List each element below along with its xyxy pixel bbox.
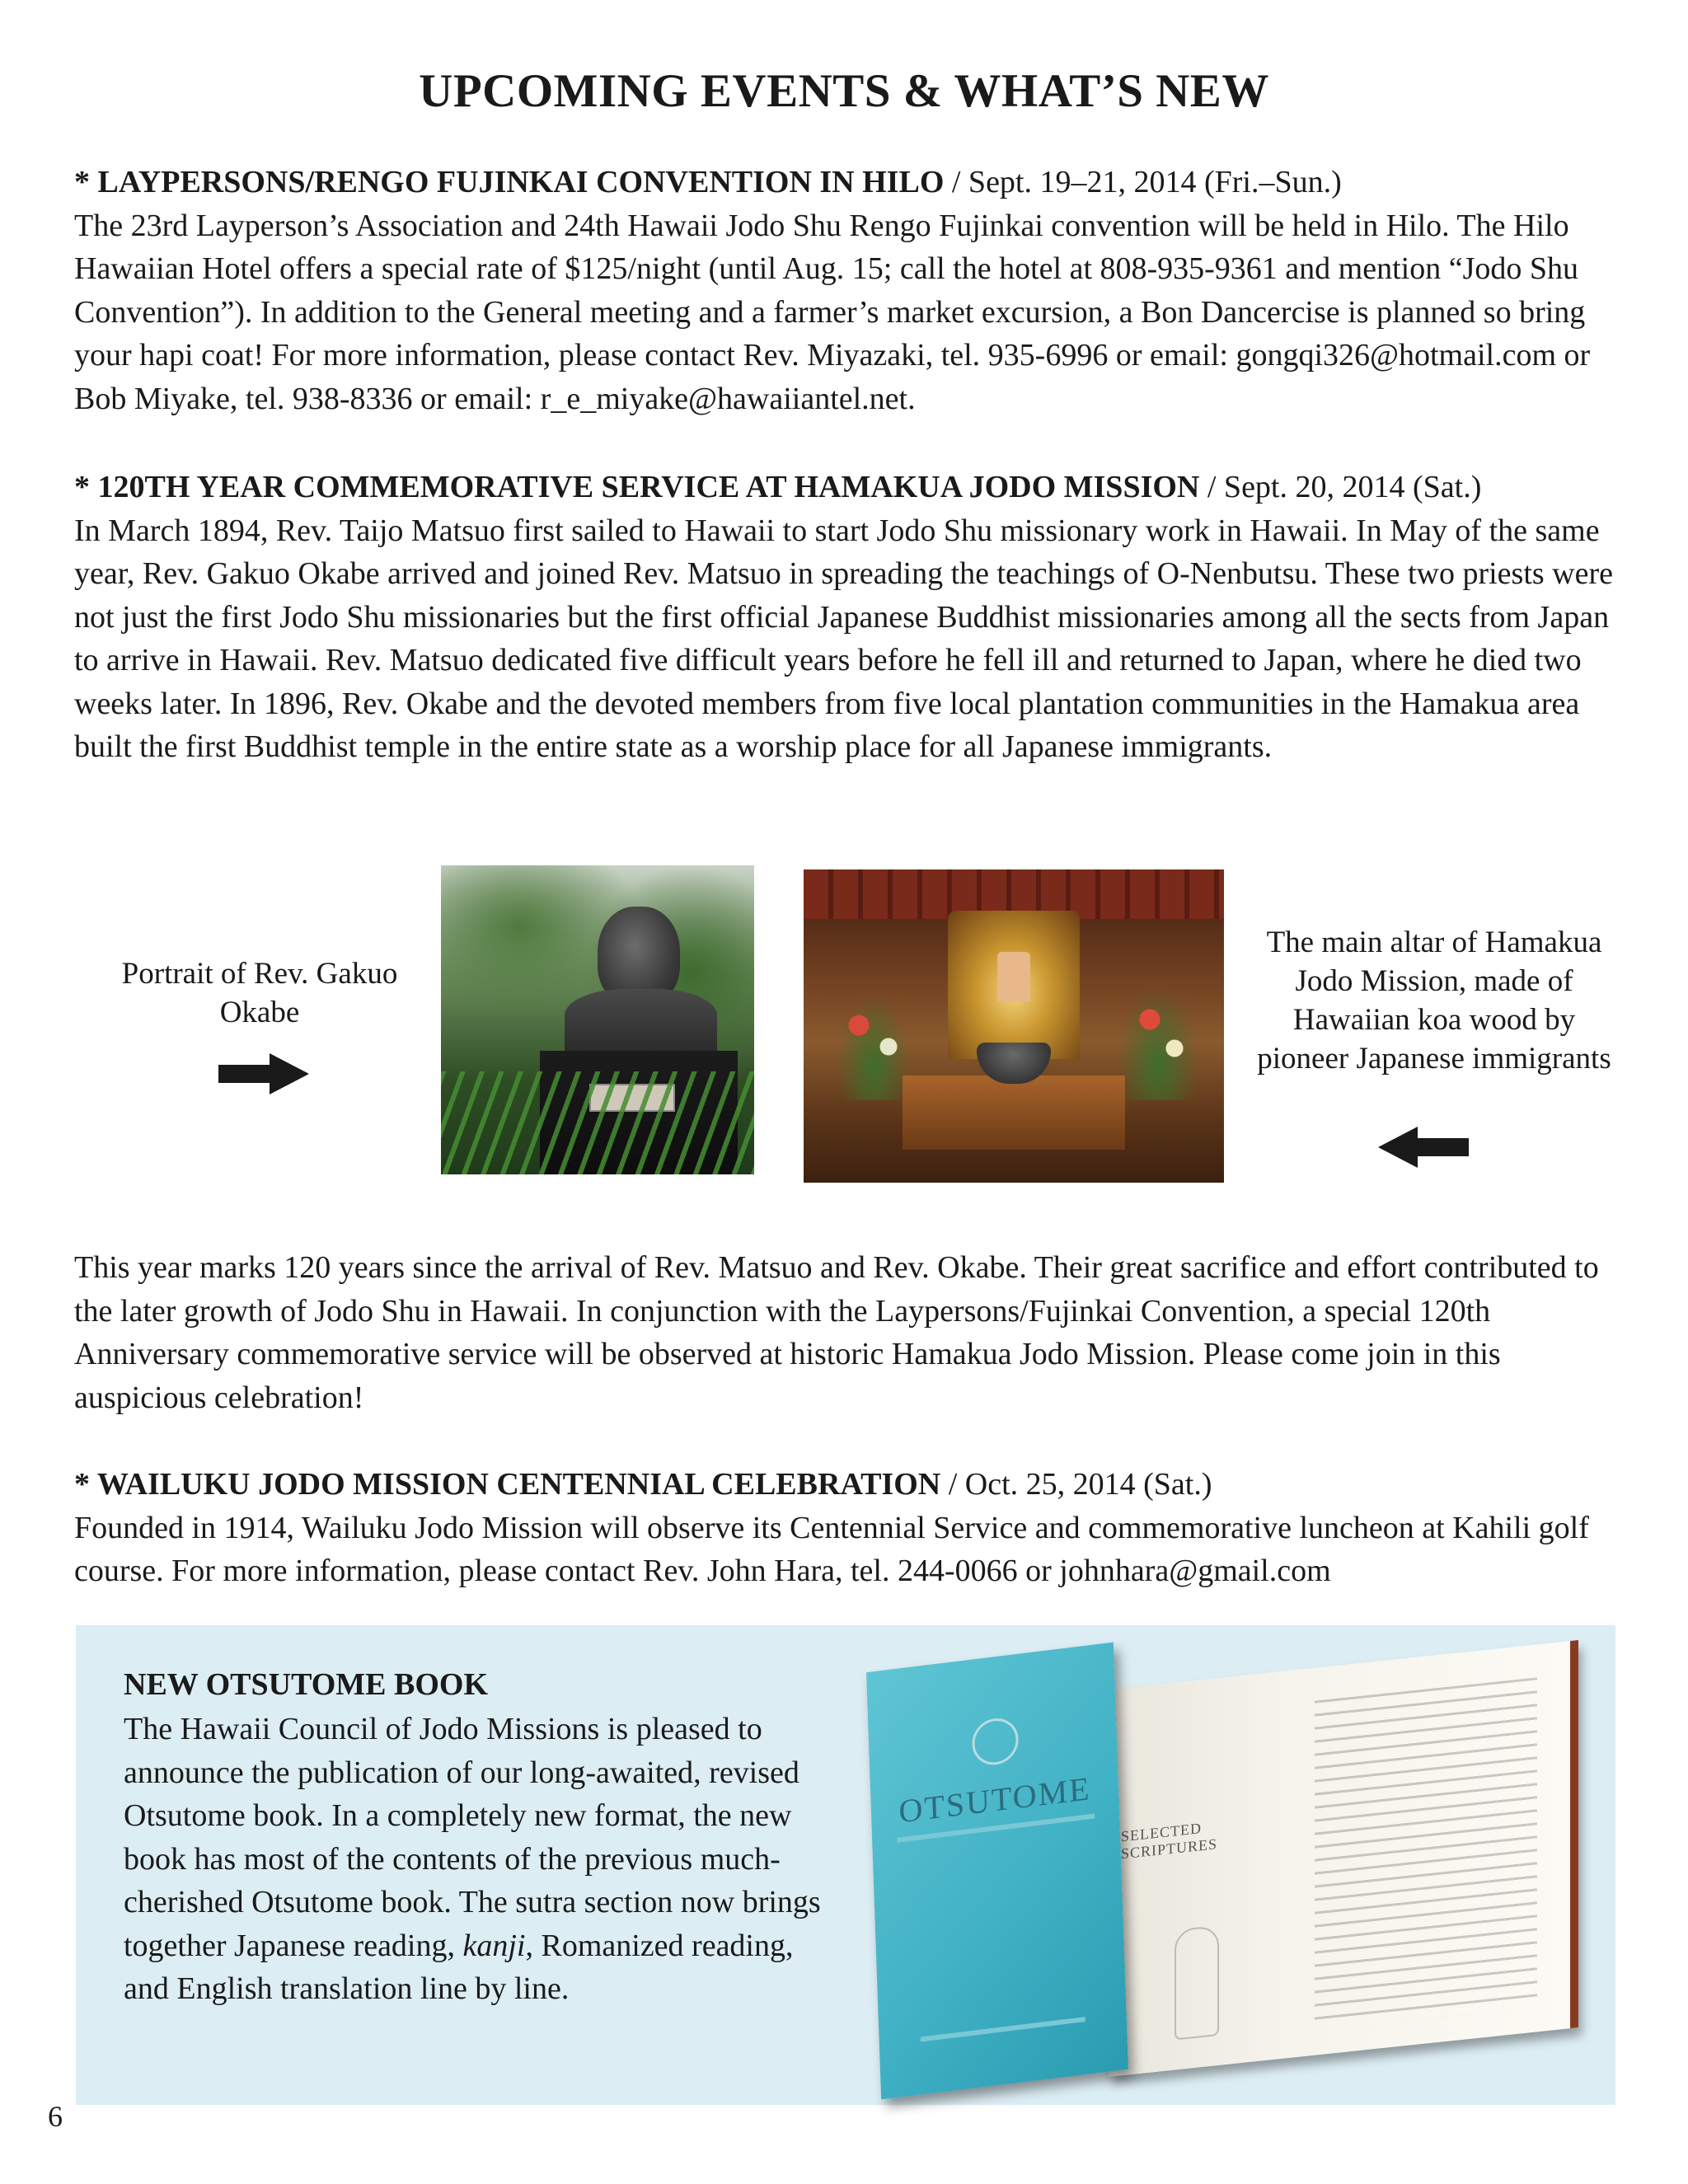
notice-heading: NEW OTSUTOME BOOK (124, 1667, 489, 1702)
page-number: 6 (48, 2100, 63, 2133)
event-hamakua-continued: This year marks 120 years since the arrival of Rev. Matsuo and Rev. Okabe. Their great sacrifice and effort contributed to the later growth of Jodo Shu in Hawaii. In conjunction with the Laypersons/Fujinkai Convention, a special 120th Anniversary commemorative service will be observed at historic Hamakua Jodo Mission. Please come join in this auspicious celebration! (74, 1250, 1599, 1415)
event-date: / Oct. 25, 2014 (Sat.) (940, 1467, 1212, 1502)
altar-photo-caption: The main altar of Hamakua Jodo Mission, made of Hawaiian koa wood by pioneer Japanese immigrants (1257, 926, 1611, 1076)
book-cover (866, 1643, 1128, 2100)
book-page-title: SELECTED SCRIPTURES (1121, 1820, 1218, 1863)
event-heading: * WAILUKU JODO MISSION CENTENNIAL CELEBRATION (74, 1467, 941, 1502)
event-laypersons-convention (74, 161, 1640, 420)
okabe-photo-caption: Portrait of Rev. Gakuo Okabe (121, 957, 398, 1029)
okabe-portrait-photo (441, 865, 754, 1174)
event-body: The 23rd Layperson’s Association and 24th Hawaii Jodo Shu Rengo Fujinkai convention will be held in Hilo. The Hilo Hawaiian Hotel offers a special rate of $125/night (until Aug. 15; call the hotel at 808-935-9361 and mention “Jodo Shu Convention”). In addition to the General meeting and a farmer’s market excursion, a Bon Dancercise is planned so bring your hapi coat! For more information, please contact Rev. Miyazaki, tel. 935-6996 or email: gongqi326@hotmail.com or Bob Miyake, tel. 938-8336 or email: r_e_miyake@hawaiiantel.net. (74, 208, 1591, 416)
otsutome-book-image (861, 1648, 1603, 2110)
event-heading: * 120TH YEAR COMMEMORATIVE SERVICE AT HAMAKUA JODO MISSION (74, 470, 1200, 504)
bust-body (565, 989, 717, 1055)
book-cover-title: OTSUTOME (898, 1769, 1092, 1830)
event-wailuku-centennial (74, 1463, 1640, 1593)
foliage (441, 1071, 754, 1174)
book-text-lines (1315, 1677, 1537, 2030)
event-body: Founded in 1914, Wailuku Jodo Mission will observe its Centennial Service and commemorative luncheon at Kahili golf course. For more information, please contact Rev. John Hara, tel. 244-0066 or johnhara@gmail.com (74, 1510, 1589, 1588)
book-open-page (1109, 1640, 1578, 2077)
event-body: In March 1894, Rev. Taijo Matsuo first sailed to Hawaii to start Jodo Shu missionary work in Hawaii. In May of the same year, Rev. Gakuo Okabe arrived and joined Rev. Matsuo in spreading the teachings of O-Nenbutsu. These two priests were not just the first Jodo Shu missionaries but the first official Japanese Buddhist missionaries among all the sects from Japan to arrive in Hawaii. Rev. Matsuo dedicated five difficult years before he fell ill and returned to Japan, where he died two weeks later. In 1896, Rev. Okabe and the devoted members from five local plantation communities in the Hamakua area built the first Buddhist temple in the entire state as a worship place for all Japanese immigrants. (74, 513, 1613, 764)
main-altar-photo (804, 869, 1224, 1183)
notice-body: The Hawaii Council of Jodo Missions is pleased to announce the publication of our long-awaited, revised Otsutome book. In a completely new format, the new book has most of the contents of the previous much-cherished Otsutome book. The sutra section now brings together Japanese reading, kanji, Romanized reading, and English translation line by line. (124, 1712, 821, 2006)
arrow-right-icon (218, 1053, 309, 1094)
altar-flowers-left (837, 993, 911, 1100)
altar-flowers-right (1117, 985, 1199, 1100)
event-heading: * LAYPERSONS/RENGO FUJINKAI CONVENTION IN HILO (74, 165, 945, 199)
cover-footer-rule (921, 2017, 1085, 2041)
altar-chair (997, 952, 1030, 1001)
emblem-icon (972, 1716, 1020, 1768)
event-hamakua-commemorative (74, 466, 1640, 769)
event-date: / Sept. 19–21, 2014 (Fri.–Sun.) (944, 165, 1342, 199)
altar-table (903, 1076, 1125, 1150)
event-date: / Sept. 20, 2014 (Sat.) (1199, 470, 1482, 504)
arrow-left-icon (1378, 1127, 1469, 1168)
page-title: UPCOMING EVENTS & WHAT’S NEW (419, 65, 1269, 117)
buddha-figure-icon (1175, 1925, 1219, 2041)
